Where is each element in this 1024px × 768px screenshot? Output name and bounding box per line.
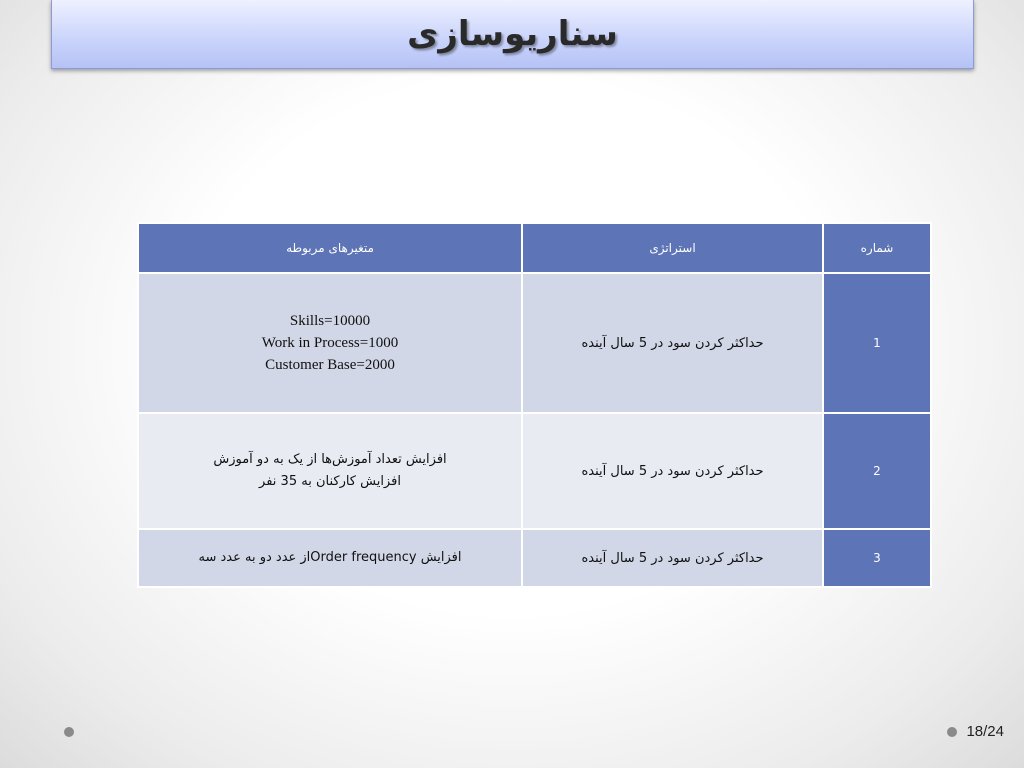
header-number: شماره (823, 223, 931, 273)
row-strategy: حداکثر کردن سود در 5 سال آینده (522, 273, 823, 413)
page-number: 18/24 (966, 723, 1004, 740)
table-row (138, 529, 931, 587)
row-variables (138, 413, 522, 529)
variable-line: Customer Base=2000 (265, 357, 395, 373)
row-number: 2 (823, 413, 931, 529)
scenario-table (137, 222, 932, 588)
left-bullet-icon (64, 727, 74, 737)
title-bar (51, 0, 974, 69)
row-number: 3 (823, 529, 931, 587)
slide-title: سناریوسازی (407, 14, 618, 54)
variable-line: Work in Process=1000 (261, 335, 399, 351)
variable-line: افزایش تعداد آموزش‌ها از یک به دو آموزش (213, 452, 447, 467)
row-number: 1 (823, 273, 931, 413)
table-row (138, 273, 931, 413)
row-strategy: حداکثر کردن سود در 5 سال آینده (522, 413, 823, 529)
right-bullet-icon (947, 727, 957, 737)
row-variables (138, 529, 522, 587)
variable-line: افزایش Order frequencyاز عدد دو به عدد سه (198, 550, 462, 565)
table-row (138, 413, 931, 529)
variable-line: افزایش کارکنان به 35 نفر (259, 474, 401, 489)
header-strategy: استراتژی (522, 223, 823, 273)
variable-line: Skills=10000 (289, 313, 371, 329)
row-variables (138, 273, 522, 413)
row-strategy: حداکثر کردن سود در 5 سال آینده (522, 529, 823, 587)
header-variables: متغیرهای مربوطه (138, 223, 522, 273)
table-header-row (138, 223, 931, 273)
